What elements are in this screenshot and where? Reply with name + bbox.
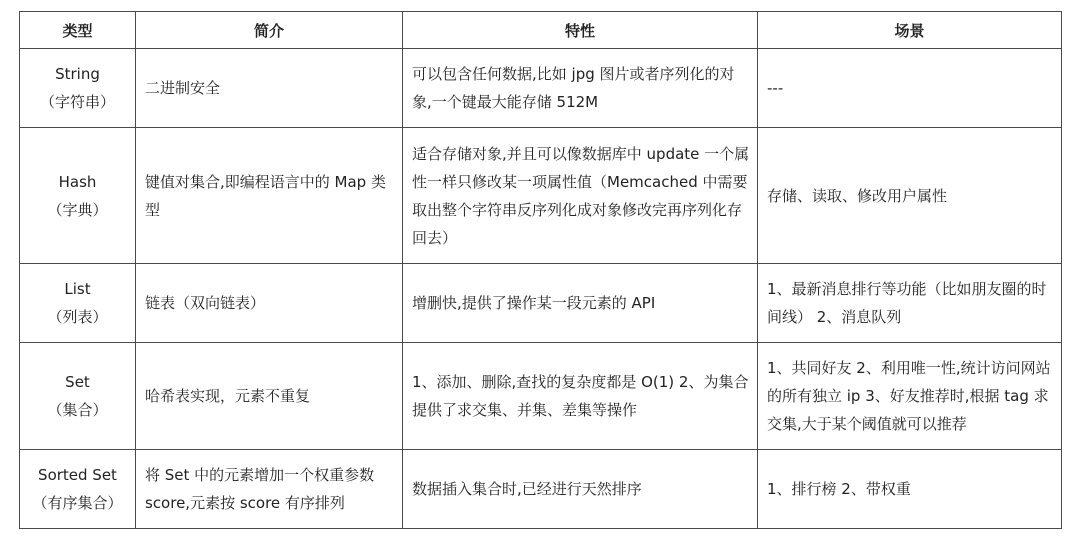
header-intro: 简介 (136, 12, 403, 49)
table-row (20, 264, 1062, 343)
feature-cell: 增删快,提供了操作某一段元素的 API (403, 264, 758, 343)
header-row (20, 12, 1062, 49)
feature-cell: 可以包含任何数据,比如 jpg 图片或者序列化的对象,一个键最大能存储 512M (403, 49, 758, 128)
type-name: List (64, 280, 91, 298)
type-cn-name: （列表） (47, 308, 108, 326)
type-name: Sorted Set (38, 466, 117, 484)
type-cell (20, 128, 136, 264)
intro-cell: 键值对集合,即编程语言中的 Map 类型 (136, 128, 403, 264)
type-cn-name: （有序集合） (32, 494, 123, 512)
intro-cell: 二进制安全 (136, 49, 403, 128)
type-cell (20, 264, 136, 343)
redis-types-table-container (19, 11, 1062, 529)
feature-cell: 适合存储对象,并且可以像数据库中 update 一个属性一样只修改某一项属性值（Memcached 中需要取出整个字符串反序列化成对象修改完再序列化存回去） (403, 128, 758, 264)
type-name: String (55, 65, 100, 83)
type-cn-name: （集合） (47, 401, 108, 419)
scene-cell: 1、最新消息排行等功能（比如朋友圈的时间线） 2、消息队列 (758, 264, 1062, 343)
intro-cell: 链表（双向链表） (136, 264, 403, 343)
scene-cell: 存储、读取、修改用户属性 (758, 128, 1062, 264)
feature-cell: 1、添加、删除,查找的复杂度都是 O(1) 2、为集合提供了求交集、并集、差集等操作 (403, 343, 758, 450)
intro-cell: 将 Set 中的元素增加一个权重参数 score,元素按 score 有序排列 (136, 450, 403, 529)
header-feature: 特性 (403, 12, 758, 49)
table-row (20, 343, 1062, 450)
redis-data-types-table (19, 11, 1062, 529)
type-cell (20, 450, 136, 529)
scene-cell: 1、共同好友 2、利用唯一性,统计访问网站的所有独立 ip 3、好友推荐时,根据 tag 求交集,大于某个阈值就可以推荐 (758, 343, 1062, 450)
type-cell (20, 343, 136, 450)
type-cell (20, 49, 136, 128)
table-row (20, 49, 1062, 128)
table-row (20, 450, 1062, 529)
table-row (20, 128, 1062, 264)
intro-cell: 哈希表实现，元素不重复 (136, 343, 403, 450)
header-type: 类型 (20, 12, 136, 49)
header-scene: 场景 (758, 12, 1062, 49)
type-name: Set (65, 373, 90, 391)
type-cn-name: （字典） (47, 200, 108, 219)
scene-cell: 1、排行榜 2、带权重 (758, 450, 1062, 529)
scene-cell: --- (758, 49, 1062, 128)
feature-cell: 数据插入集合时,已经进行天然排序 (403, 450, 758, 529)
type-cn-name: （字符串） (39, 93, 115, 111)
type-name: Hash (58, 172, 97, 191)
